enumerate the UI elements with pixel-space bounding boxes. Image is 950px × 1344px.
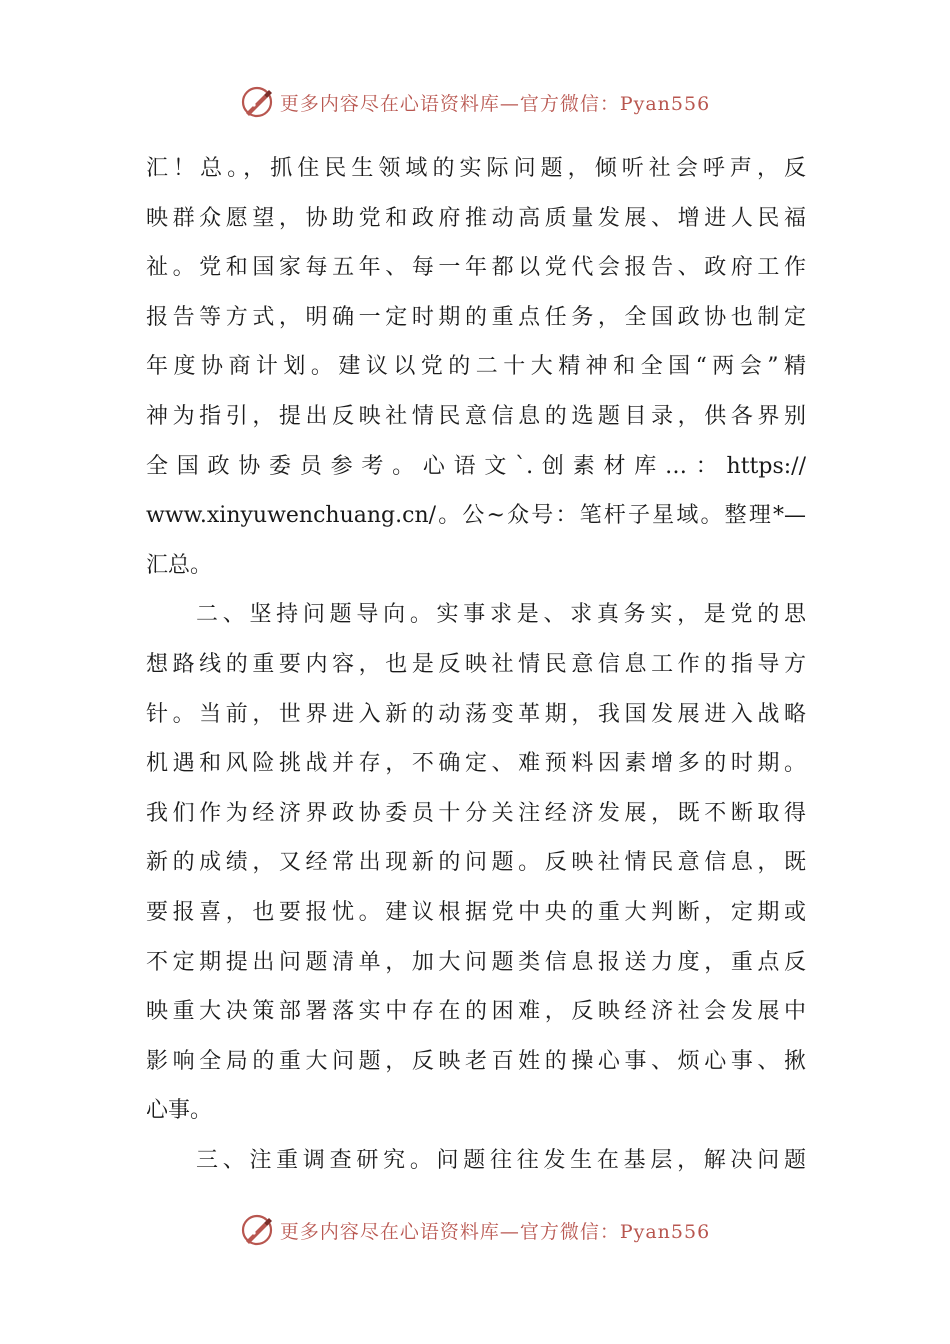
text-line: 报告等方式，明确一定时期的重点任务，全国政协也制定 xyxy=(146,304,806,330)
footer-banner-text: 更多内容尽在心语资料库—官方微信：Pyan556 xyxy=(279,1220,711,1243)
text-line: 我们作为经济界政协委员十分关注经济发展，既不断取得 xyxy=(146,800,806,826)
pen-logo-icon xyxy=(240,1213,274,1247)
header-banner xyxy=(0,82,950,122)
text-line: www.xinyuwenchuang.cn/。公~众号：笔杆子星域。整理*— xyxy=(146,503,806,529)
header-banner-text: 更多内容尽在心语资料库—官方微信：Pyan556 xyxy=(279,92,711,115)
text-line: 年度协商计划。建议以党的二十大精神和全国“两会”精 xyxy=(146,354,806,380)
text-line: 不定期提出问题清单，加大问题类信息报送力度，重点反 xyxy=(146,949,806,975)
pen-logo-icon xyxy=(240,85,274,119)
paragraph-start-line: 二、坚持问题导向。实事求是、求真务实，是党的思 xyxy=(196,602,806,628)
text-line: 祉。党和国家每五年、每一年都以党代会报告、政府工作 xyxy=(146,255,806,281)
text-line: 神为指引，提出反映社情民意信息的选题目录，供各界别 xyxy=(146,403,806,429)
paragraph-start-line: 三、注重调查研究。问题往往发生在基层，解决问题 xyxy=(196,1147,806,1173)
footer-banner xyxy=(0,1210,950,1250)
text-line: 要报喜，也要报忧。建议根据党中央的重大判断，定期或 xyxy=(146,899,806,925)
text-line: 想路线的重要内容，也是反映社情民意信息工作的指导方 xyxy=(146,651,806,677)
text-line: 影响全局的重大问题，反映老百姓的操心事、烦心事、揪 xyxy=(146,1048,806,1074)
text-line: 机遇和风险挑战并存，不确定、难预料因素增多的时期。 xyxy=(146,751,806,777)
text-line: 汇总。 xyxy=(146,552,213,578)
text-line: 汇！总。，抓住民生领域的实际问题，倾听社会呼声，反 xyxy=(146,156,806,181)
text-line: 全国政协委员参考。心语文`.创素材库…：https:// xyxy=(146,453,806,479)
text-line: 心事。 xyxy=(146,1098,213,1124)
text-line: 针。当前，世界进入新的动荡变革期，我国发展进入战略 xyxy=(146,701,806,727)
document-body xyxy=(146,144,806,1185)
text-line: 映群众愿望，协助党和政府推动高质量发展、增进人民福 xyxy=(146,205,806,231)
text-line: 新的成绩，又经常出现新的问题。反映社情民意信息，既 xyxy=(146,850,806,876)
text-line: 映重大决策部署落实中存在的困难，反映经济社会发展中 xyxy=(146,999,806,1025)
